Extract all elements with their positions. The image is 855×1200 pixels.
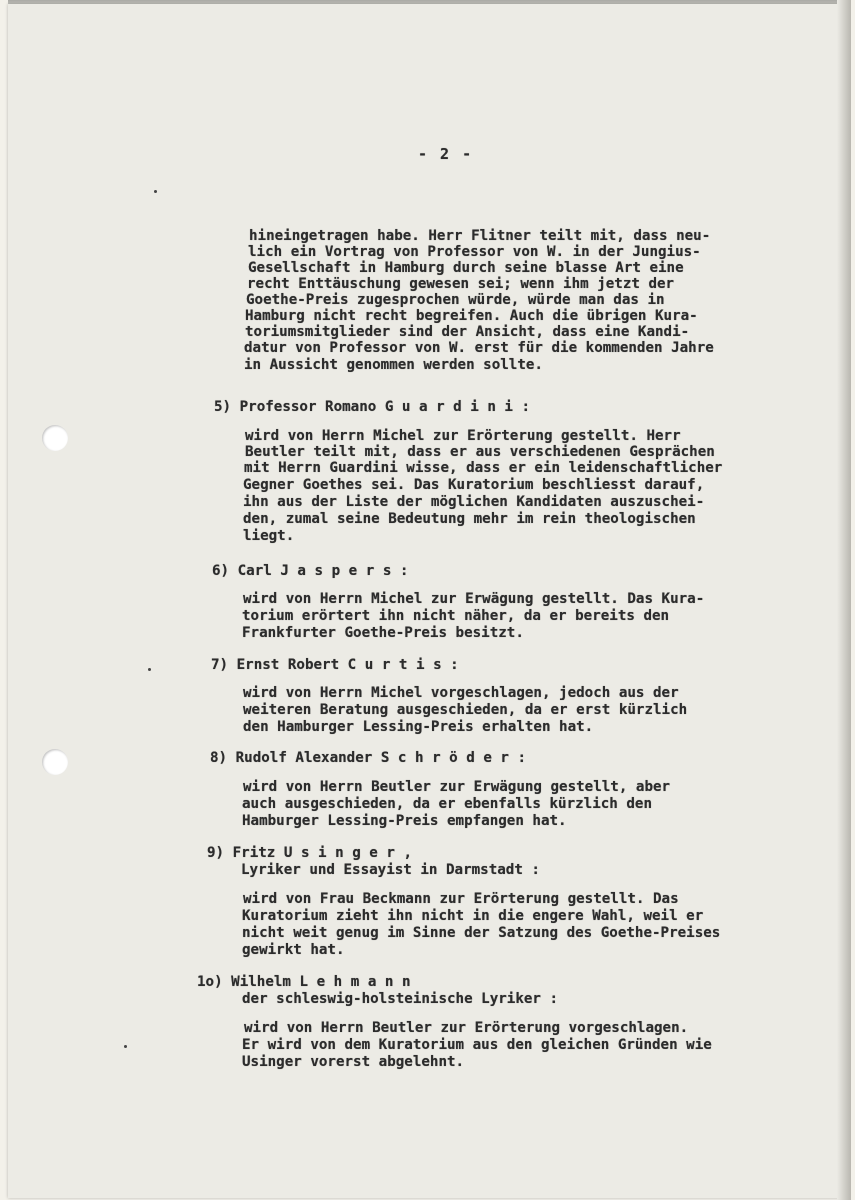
text-line: wird von Herrn Michel vorgeschlagen, jedoch aus der — [243, 685, 679, 701]
text-line: Frankfurter Goethe-Preis besitzt. — [242, 625, 524, 641]
text-line: wird von Herrn Beutler zur Erörterung vorgeschlagen. — [244, 1020, 689, 1036]
candidate-subheading: Lyriker und Essayist in Darmstadt : — [241, 862, 540, 878]
ink-speck — [154, 190, 157, 193]
text-line: weiteren Beratung ausgeschieden, da er erst kürzlich — [243, 702, 688, 718]
text-line: Goethe-Preis zugesprochen würde, würde man das in — [246, 292, 665, 308]
text-line: Er wird von dem Kuratorium aus den gleichen Gründen wie — [242, 1037, 712, 1053]
text-line: wird von Frau Beckmann zur Erörterung gestellt. Das — [243, 891, 679, 907]
page-right-shadow — [837, 0, 851, 1200]
page-number: - 2 - — [418, 145, 474, 163]
text-line: recht Enttäuschung gewesen sei; wenn ihm jetzt der — [247, 276, 675, 292]
candidate-heading: 9) Fritz U s i n g e r , — [207, 845, 412, 861]
text-line: in Aussicht genommen werden sollte. — [244, 357, 543, 373]
text-line: Gesellschaft in Hamburg durch seine blasse Art eine — [248, 260, 684, 276]
candidate-heading: 6) Carl J a s p e r s : — [212, 563, 409, 579]
text-line: Hamburger Lessing-Preis empfangen hat. — [242, 813, 567, 829]
text-line: mit Herrn Guardini wisse, dass er ein leidenschaftlicher — [244, 460, 723, 476]
candidate-heading: 7) Ernst Robert C u r t i s : — [211, 657, 459, 673]
text-line: Gegner Goethes sei. Das Kuratorium beschliesst darauf, — [243, 477, 705, 493]
candidate-heading: 5) Professor Romano G u a r d i n i : — [214, 399, 531, 415]
text-line: wird von Herrn Beutler zur Erwägung gestellt, aber — [243, 779, 671, 795]
text-line: den, zumal seine Bedeutung mehr im rein theologischen — [243, 511, 696, 527]
candidate-heading: 8) Rudolf Alexander S c h r ö d e r : — [210, 750, 527, 766]
text-line: torium erörtert ihn nicht näher, da er bereits den — [242, 608, 670, 624]
punch-hole-upper — [42, 425, 68, 451]
text-line: Hamburg nicht recht begreifen. Auch die übrigen Kura- — [245, 308, 698, 324]
text-line: auch ausgeschieden, da er ebenfalls kürzlich den — [242, 796, 652, 812]
text-line: datur von Professor von W. erst für die kommenden Jahre — [244, 340, 714, 356]
ink-speck — [124, 1045, 127, 1048]
text-line: gewirkt hat. — [242, 942, 345, 958]
text-line: ihn aus der Liste der möglichen Kandidaten auszuschei- — [243, 494, 705, 510]
text-line: Kuratorium zieht ihn nicht in die engere Wahl, weil er — [242, 908, 704, 924]
text-line: Beutler teilt mit, dass er aus verschiedenen Gesprächen — [245, 444, 715, 460]
text-line: den Hamburger Lessing-Preis erhalten hat. — [243, 719, 594, 735]
punch-hole-lower — [42, 749, 68, 775]
text-line: hineingetragen habe. Herr Flitner teilt mit, dass neu- — [249, 228, 711, 244]
text-line: wird von Herrn Michel zur Erwägung gestellt. Das Kura- — [243, 591, 705, 607]
candidate-heading: 1o) Wilhelm L e h m a n n — [197, 974, 411, 990]
text-line: nicht weit genug im Sinne der Satzung des Goethe-Preises — [242, 925, 721, 941]
text-line: Usinger vorerst abgelehnt. — [242, 1054, 465, 1070]
text-line: wird von Herrn Michel zur Erörterung gestellt. Herr — [245, 428, 681, 444]
candidate-subheading: der schleswig-holsteinische Lyriker : — [242, 991, 559, 1007]
text-line: toriumsmitglieder sind der Ansicht, dass eine Kandi- — [245, 324, 690, 340]
ink-speck — [148, 668, 151, 671]
text-line: lich ein Vortrag von Professor von W. in der Jungius- — [248, 244, 701, 260]
text-line: liegt. — [243, 528, 295, 544]
